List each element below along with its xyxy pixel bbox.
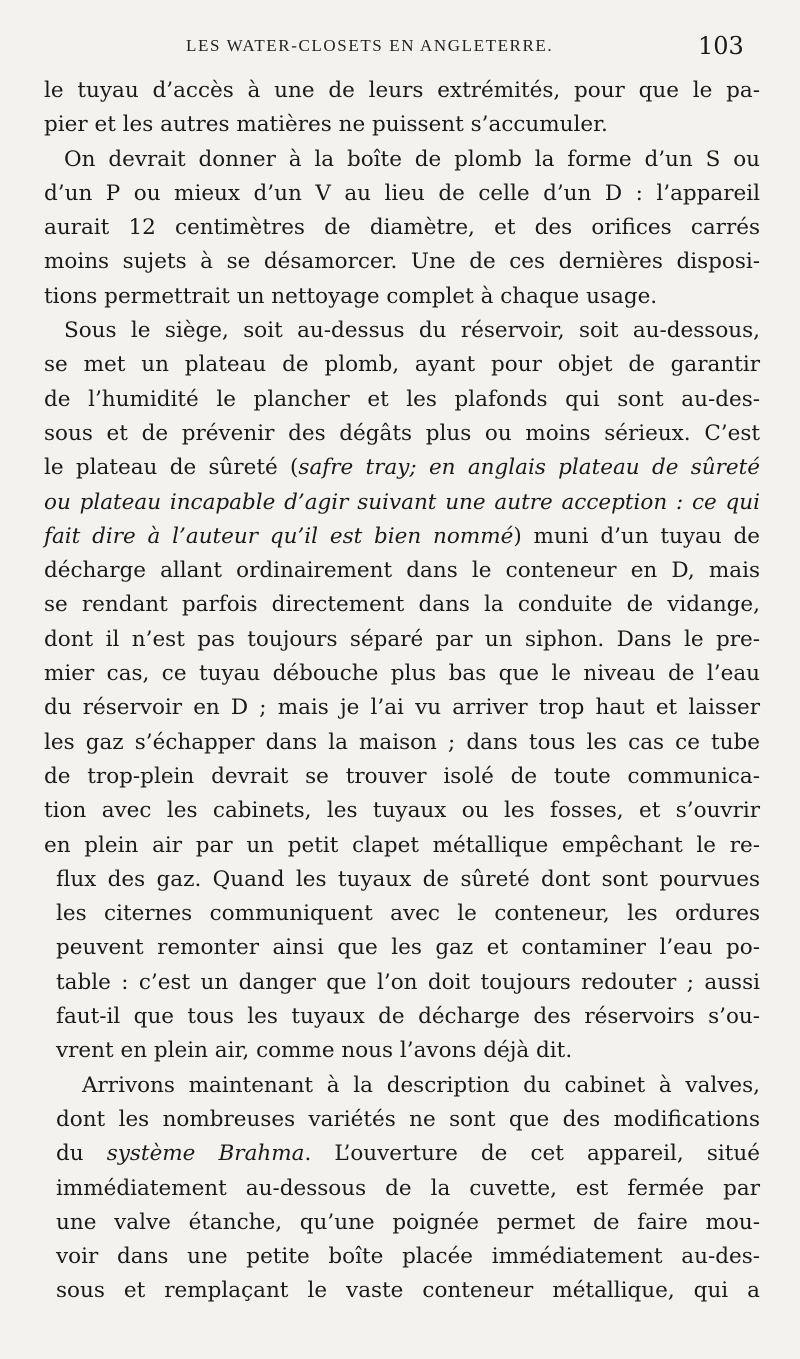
text-line: tions permettrait un nettoyage complet à chaque usage.: [44, 283, 658, 309]
italic-text-run: système Brahma: [106, 1141, 305, 1167]
paragraph-first-line: On devrait donner à la boîte de plomb la forme d’un S ou: [64, 146, 760, 172]
running-head: [0, 28, 800, 68]
text-run: le plateau de sûreté (: [44, 455, 299, 481]
text-line: se rendant parfois directement dans la conduite de vidange,: [44, 592, 760, 618]
text-line: [44, 486, 760, 520]
text-run: du: [56, 1141, 107, 1167]
text-run: . L’ouverture de cet appareil, situé: [304, 1141, 760, 1167]
italic-text-run: safre tray; en anglais plateau de sûreté: [298, 455, 760, 481]
text-line: moins sujets à se désamorcer. Une de ces dernières disposi-: [44, 249, 760, 275]
page-number: 103: [698, 32, 744, 60]
text-line: de l’humidité le plancher et les plafonds qui sont au-des-: [44, 386, 760, 412]
text-line: décharge allant ordinairement dans le conteneur en D, mais: [44, 558, 760, 584]
text-line: d’un P ou mieux d’un V au lieu de celle d’un D : l’appareil: [44, 180, 760, 206]
text-line: [44, 520, 760, 554]
text-line: immédiatement au-dessous de la cuvette, est fermée par: [56, 1175, 760, 1201]
text-line: dont les nombreuses variétés ne sont que des modifications: [56, 1106, 760, 1132]
text-line: du réservoir en D ; mais je l’ai vu arriver trop haut et laisser: [44, 695, 760, 721]
text-run: ) muni d’un tuyau de: [513, 523, 761, 549]
text-line: tion avec les cabinets, les tuyaux ou les fosses, et s’ouvrir: [44, 798, 760, 824]
text-line: table : c’est un danger que l’on doit toujours redouter ; aussi: [56, 969, 760, 995]
text-line: les gaz s’échapper dans la maison ; dans tous les cas ce tube: [44, 729, 760, 755]
text-line: se met un plateau de plomb, ayant pour objet de garantir: [44, 352, 760, 378]
text-line: voir dans une petite boîte placée immédiatement au-des-: [56, 1244, 760, 1270]
text-line: une valve étanche, qu’une poignée permet de faire mou-: [56, 1209, 760, 1235]
text-line: peuvent remonter ainsi que les gaz et contaminer l’eau po-: [56, 935, 760, 961]
text-line: mier cas, ce tuyau débouche plus bas que le niveau de l’eau: [44, 661, 760, 687]
text-line: dont il n’est pas toujours séparé par un siphon. Dans le pre-: [44, 626, 760, 652]
text-line: sous et remplaçant le vaste conteneur métallique, qui a: [56, 1278, 760, 1304]
text-line: le tuyau d’accès à une de leurs extrémités, pour que le pa-: [44, 78, 760, 103]
italic-text-run: fait dire à l’auteur qu’il est bien nommé: [44, 523, 514, 549]
text-line: en plein air par un petit clapet métallique empêchant le re-: [44, 832, 760, 858]
paragraph-first-line: Sous le siège, soit au-dessus du réservoir, soit au-dessous,: [64, 318, 760, 344]
text-line: [44, 451, 760, 485]
text-line: aurait 12 centimètres de diamètre, et des orifices carrés: [44, 215, 760, 241]
running-title: LES WATER-CLOSETS EN ANGLETERRE.: [186, 36, 554, 55]
text-line: pier et les autres matières ne puissent s’accumuler.: [44, 112, 608, 138]
text-line: de trop-plein devrait se trouver isolé de toute communica-: [44, 763, 760, 789]
body-text: [44, 74, 760, 1309]
text-line: les citernes communiquent avec le conteneur, les ordures: [56, 901, 760, 927]
text-line: [56, 1137, 760, 1171]
text-line: sous et de prévenir des dégâts plus ou moins sérieux. C’est: [44, 420, 760, 446]
paragraph-first-line: Arrivons maintenant à la description du cabinet à valves,: [82, 1072, 760, 1098]
text-line: faut-il que tous les tuyaux de décharge des réservoirs s’ou-: [56, 1004, 760, 1030]
text-line: vrent en plein air, comme nous l’avons déjà dit.: [56, 1038, 573, 1064]
text-line: flux des gaz. Quand les tuyaux de sûreté dont sont pourvues: [56, 866, 760, 892]
italic-text-run: ou plateau incapable d’agir suivant une autre acception : ce qui: [44, 489, 760, 515]
